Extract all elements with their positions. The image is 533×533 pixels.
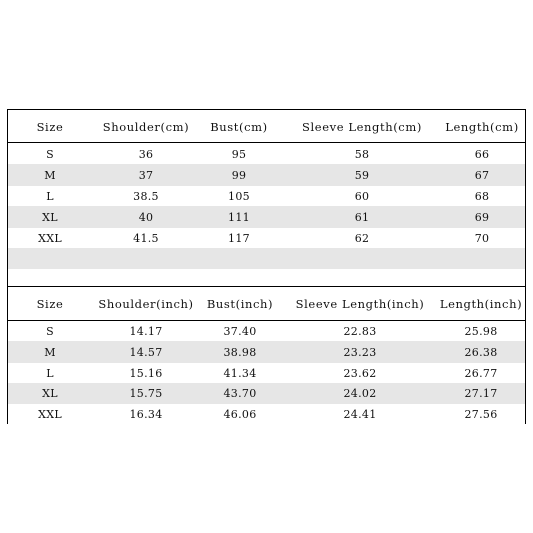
cell-shoulder: 14.17 [129,325,163,338]
cell-shoulder: 16.34 [129,407,163,421]
cell-sleeve-length: 24.02 [343,387,377,400]
table-row [8,363,525,383]
cm-header-row [8,112,525,142]
cm-header-bust: Bust(cm) [210,120,268,134]
cell-length: 25.98 [464,325,498,338]
table-row [8,322,525,341]
cm-header-divider [8,142,525,143]
cell-length: 27.17 [464,387,498,400]
inch-header-bust: Bust(inch) [206,296,274,311]
cell-shoulder: 37 [138,168,154,182]
cell-bust: 37.40 [223,325,257,338]
cell-length: 27.56 [464,407,498,421]
cell-shoulder: 15.16 [129,366,163,380]
cell-length: 69 [474,210,490,224]
table-row [8,206,525,228]
size-chart [7,109,526,424]
table-row [8,164,525,186]
cell-shoulder: 36 [138,147,154,161]
cell-size: XL [42,387,58,400]
table-row [8,341,525,363]
cell-size: L [46,189,54,203]
table-row [8,404,525,424]
inch-header-divider [8,320,525,321]
empty-row [8,248,525,269]
table-row [8,144,525,164]
inch-table-top-border [8,286,525,287]
cell-bust: 105 [228,189,250,203]
inch-header-row [8,289,525,318]
cell-size: XL [42,210,58,224]
cell-sleeve-length: 22.83 [343,325,377,338]
cell-bust: 111 [228,210,250,224]
cell-length: 26.38 [464,345,498,359]
cell-length: 26.77 [464,366,498,380]
table-row [8,383,525,404]
cell-sleeve-length: 24.41 [343,407,377,421]
inch-header-sleeve-length: Sleeve Length(inch) [295,296,425,311]
cell-bust: 41.34 [223,366,257,380]
cell-length: 70 [474,231,490,245]
inch-header-size: Size [36,296,64,311]
cell-bust: 46.06 [223,407,257,421]
cell-sleeve-length: 60 [354,189,370,203]
cell-bust: 117 [228,231,250,245]
table-row [8,228,525,248]
cell-shoulder: 41.5 [133,231,159,245]
cell-length: 66 [474,147,490,161]
cell-size: XXL [38,231,62,245]
table-row [8,186,525,206]
cell-size: XXL [38,407,62,421]
cell-sleeve-length: 59 [354,168,370,182]
cell-sleeve-length: 23.23 [343,345,377,359]
cell-size: S [46,325,54,338]
inch-header-length: Length(inch) [439,296,523,311]
cell-bust: 43.70 [223,387,257,400]
cm-header-shoulder: Shoulder(cm) [102,120,190,134]
cell-shoulder: 38.5 [133,189,159,203]
cell-size: S [46,147,54,161]
inch-header-shoulder: Shoulder(inch) [98,296,194,311]
cm-header-sleeve-length: Sleeve Length(cm) [302,120,422,134]
cell-shoulder: 15.75 [129,387,163,400]
cell-shoulder: 40 [138,210,154,224]
cm-header-length: Length(cm) [445,120,519,134]
cell-length: 68 [474,189,490,203]
cell-length: 67 [474,168,490,182]
cell-size: L [46,366,54,380]
cell-bust: 95 [231,147,247,161]
cell-bust: 38.98 [223,345,257,359]
cell-sleeve-length: 62 [354,231,370,245]
cell-size: M [44,345,56,359]
cm-header-size: Size [36,120,64,134]
cell-sleeve-length: 61 [354,210,370,224]
cell-sleeve-length: 23.62 [343,366,377,380]
cell-shoulder: 14.57 [129,345,163,359]
table-top-border [8,109,525,110]
cell-size: M [44,168,56,182]
cell-bust: 99 [231,168,247,182]
cell-sleeve-length: 58 [354,147,370,161]
